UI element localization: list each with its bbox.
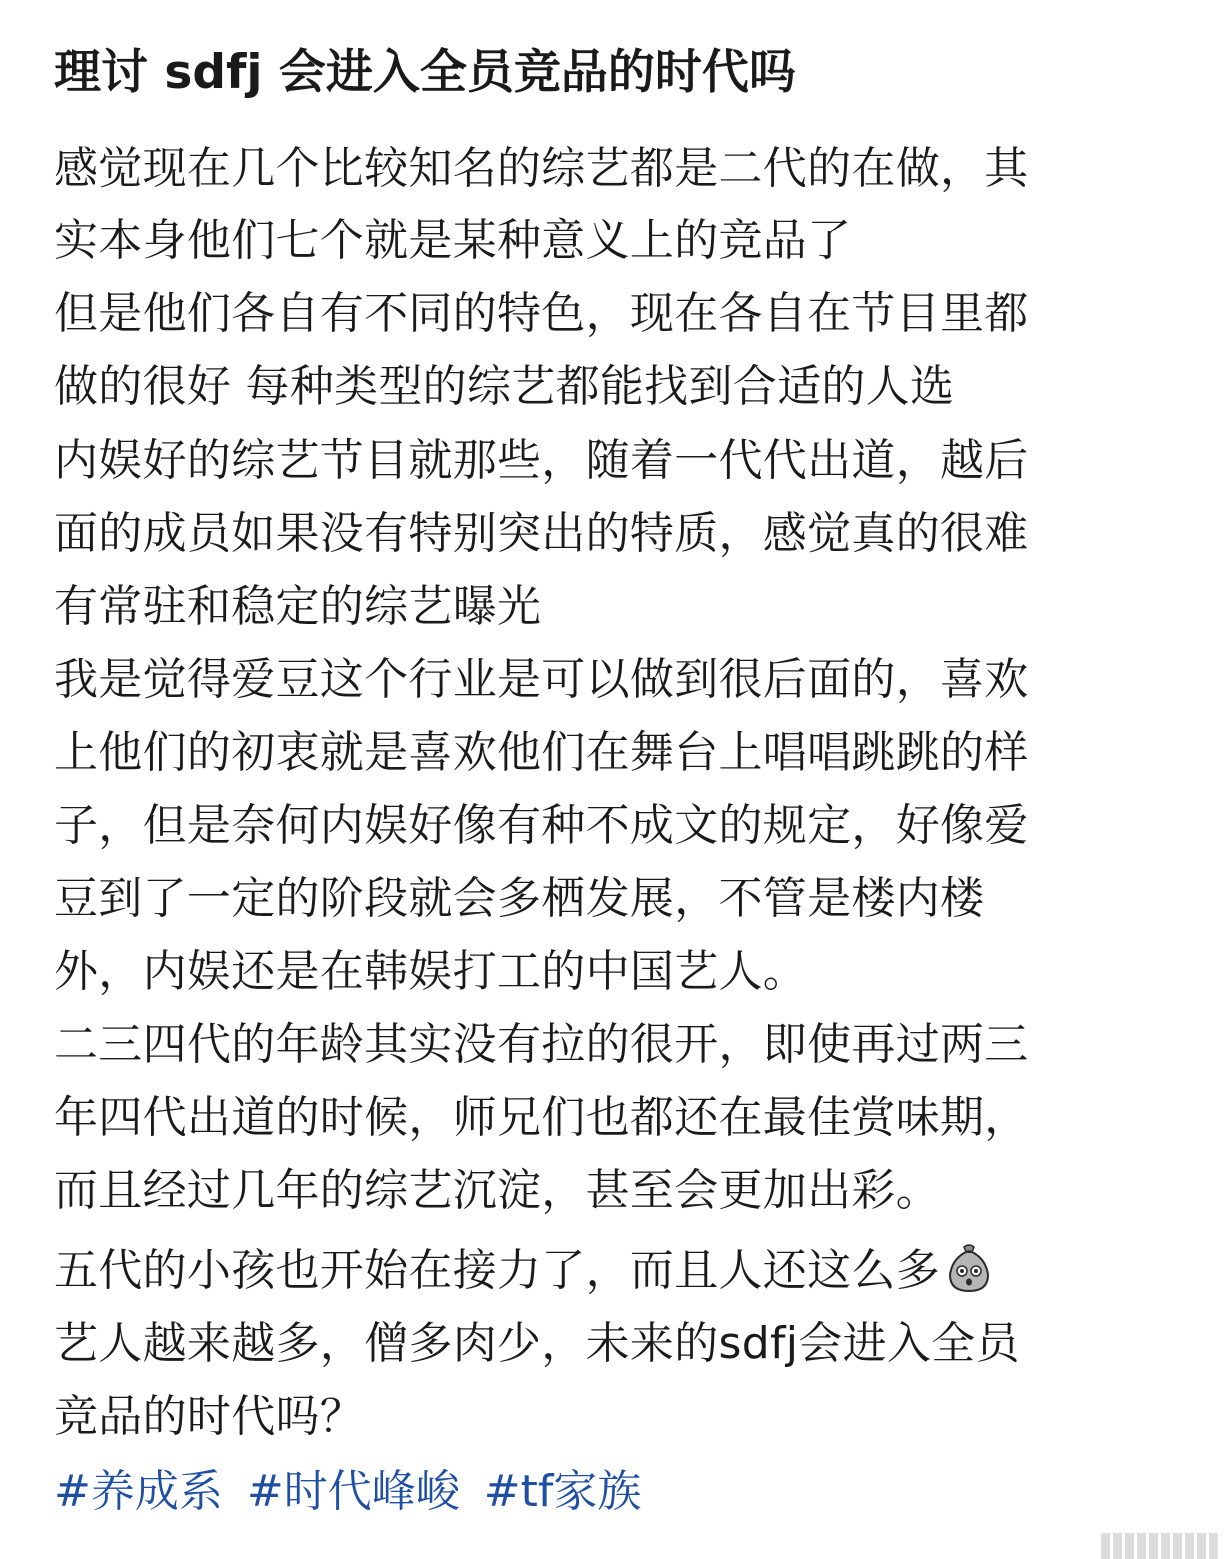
hashtag-link[interactable]: #养成系 [54, 1466, 223, 1517]
hashtag-link[interactable]: #tf家族 [483, 1466, 642, 1517]
post-line: 子，但是奈何内娱好像有种不成文的规定，好像爱 [54, 800, 1029, 851]
post-line: 五代的小孩也开始在接力了，而且人还这么多 [54, 1245, 940, 1296]
post-line: 我是觉得爱豆这个行业是可以做到很后面的，喜欢 [54, 654, 1029, 705]
post-line: 竞品的时代吗？ [54, 1391, 365, 1442]
post-line: 艺人越来越多，僧多肉少，未来的sdfj会进入全员 [54, 1318, 1020, 1369]
hashtag-link[interactable]: #时代峰峻 [246, 1466, 460, 1517]
post-line: 内娱好的综艺节目就那些，随着一代代出道，越后 [54, 435, 1029, 486]
post-line: 年四代出道的时候，师兄们也都还在最佳赏味期， [54, 1092, 1029, 1143]
post-line: 感觉现在几个比较知名的综艺都是二代的在做，其 [54, 143, 1029, 194]
post-line: 做的很好 每种类型的综艺都能找到合适的人选 [54, 361, 955, 412]
post-line: 但是他们各自有不同的特色，现在各自在节目里都 [54, 288, 1029, 339]
post-line: 实本身他们七个就是某种意义上的竞品了 [54, 215, 852, 266]
post-line: 有常驻和稳定的综艺曝光 [54, 581, 542, 632]
post-line-with-emoji [54, 1240, 1194, 1302]
decorative-stripes [1084, 1533, 1224, 1559]
post-line: 面的成员如果没有特别突出的特质，感觉真的很难 [54, 508, 1029, 559]
post-line: 外，内娱还是在韩娱打工的中国艺人。 [54, 946, 808, 997]
post-line: 而且经过几年的综艺沉淀，甚至会更加出彩。 [54, 1165, 940, 1216]
post-line: 上他们的初衷就是喜欢他们在舞台上唱唱跳跳的样 [54, 727, 1029, 778]
post-title: 理讨 sdfj 会进入全员竞品的时代吗 [54, 45, 796, 100]
shocked-sack-emoji-icon [942, 1241, 996, 1295]
post-line: 二三四代的年龄其实没有拉的很开，即使再过两三 [54, 1019, 1029, 1070]
hashtag-list [54, 1460, 651, 1524]
post-line: 豆到了一定的阶段就会多栖发展，不管是楼内楼 [54, 873, 985, 924]
